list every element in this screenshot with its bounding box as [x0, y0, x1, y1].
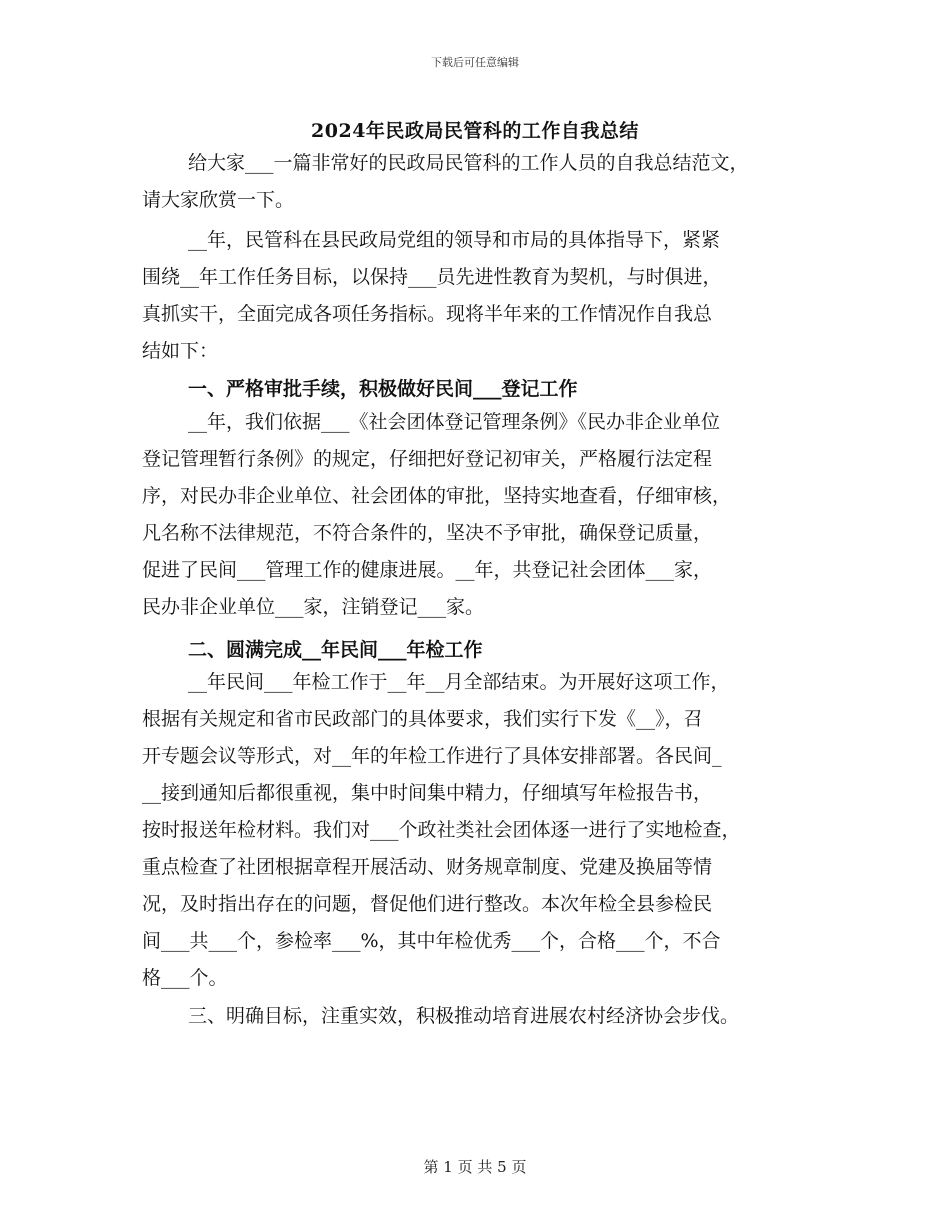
text-line: 开专题会议等形式，对__年的年检工作进行了具体安排部署。各民间_ — [142, 745, 722, 767]
section-heading-1: 一、严格审批手续，积极做好民间___登记工作 — [188, 378, 578, 400]
paragraph-3 — [142, 664, 818, 997]
text-line: 重点检查了社团根据章程开展活动、财务规章制度、党建及换届等情 — [142, 856, 713, 878]
text-line: 真抓实干，全面完成各项任务指标。现将半年来的工作情况作自我总 — [142, 303, 713, 325]
text-line: 根据有关规定和省市民政部门的具体要求，我们实行下发《__》，召 — [142, 708, 703, 730]
text-line: 请大家欣赏一下。 — [142, 189, 295, 211]
text-line: __年，我们依据___《社会团体登记管理条例》《民办非企业单位 — [188, 411, 721, 433]
text-line: 促进了民间___管理工作的健康进展。__年，共登记社会团体___家， — [142, 559, 713, 581]
intro-paragraph — [142, 145, 818, 219]
header-note: 下载后可任意编辑 — [431, 56, 519, 69]
text-line: 登记管理暂行条例》的规定，仔细把好登记初审关，严格履行法定程 — [142, 448, 713, 470]
text-line: __年，民管科在县民政局党组的领导和市局的具体指导下，紧紧 — [188, 229, 721, 251]
section-heading-2: 二、圆满完成__年民间___年检工作 — [188, 639, 483, 661]
paragraph-2 — [142, 404, 818, 626]
text-line: 间___共___个，参检率___%，其中年检优秀___个，合格___个，不合 — [142, 930, 721, 952]
text-line: 三、明确目标，注重实效，积极推动培育进展农村经济协会步伐。 — [188, 1005, 740, 1027]
text-line: 序，对民办非企业单位、社会团体的审批，坚持实地查看，仔细审核， — [142, 485, 732, 507]
page-footer: 第 1 页 共 5 页 — [423, 1158, 527, 1176]
text-line: 民办非企业单位___家，注销登记___家。 — [142, 596, 485, 618]
text-line: 围绕__年工作任务目标，以保持___员先进性教育为契机，与时俱进， — [142, 266, 722, 288]
document-title: 2024年民政局民管科的工作自我总结 — [311, 120, 639, 142]
paragraph-4 — [142, 998, 818, 1035]
text-line: 格___个。 — [142, 967, 228, 989]
text-line: __接到通知后都很重视，集中时间集中精力，仔细填写年检报告书， — [142, 782, 713, 804]
text-line: 结如下： — [142, 340, 219, 362]
paragraph-1 — [142, 222, 818, 370]
text-line: 给大家___一篇非常好的民政局民管科的工作人员的自我总结范文， — [188, 152, 749, 174]
text-line: 况，及时指出存在的问题，督促他们进行整改。本次年检全县参检民 — [142, 893, 713, 915]
text-line: __年民间___年检工作于__年__月全部结束。为开展好这项工作， — [188, 671, 730, 693]
text-line: 按时报送年检材料。我们对___个政社类社会团体逐一进行了实地检查， — [142, 819, 741, 841]
text-line: 凡名称不法律规范，不符合条件的，坚决不予审批，确保登记质量， — [142, 522, 713, 544]
